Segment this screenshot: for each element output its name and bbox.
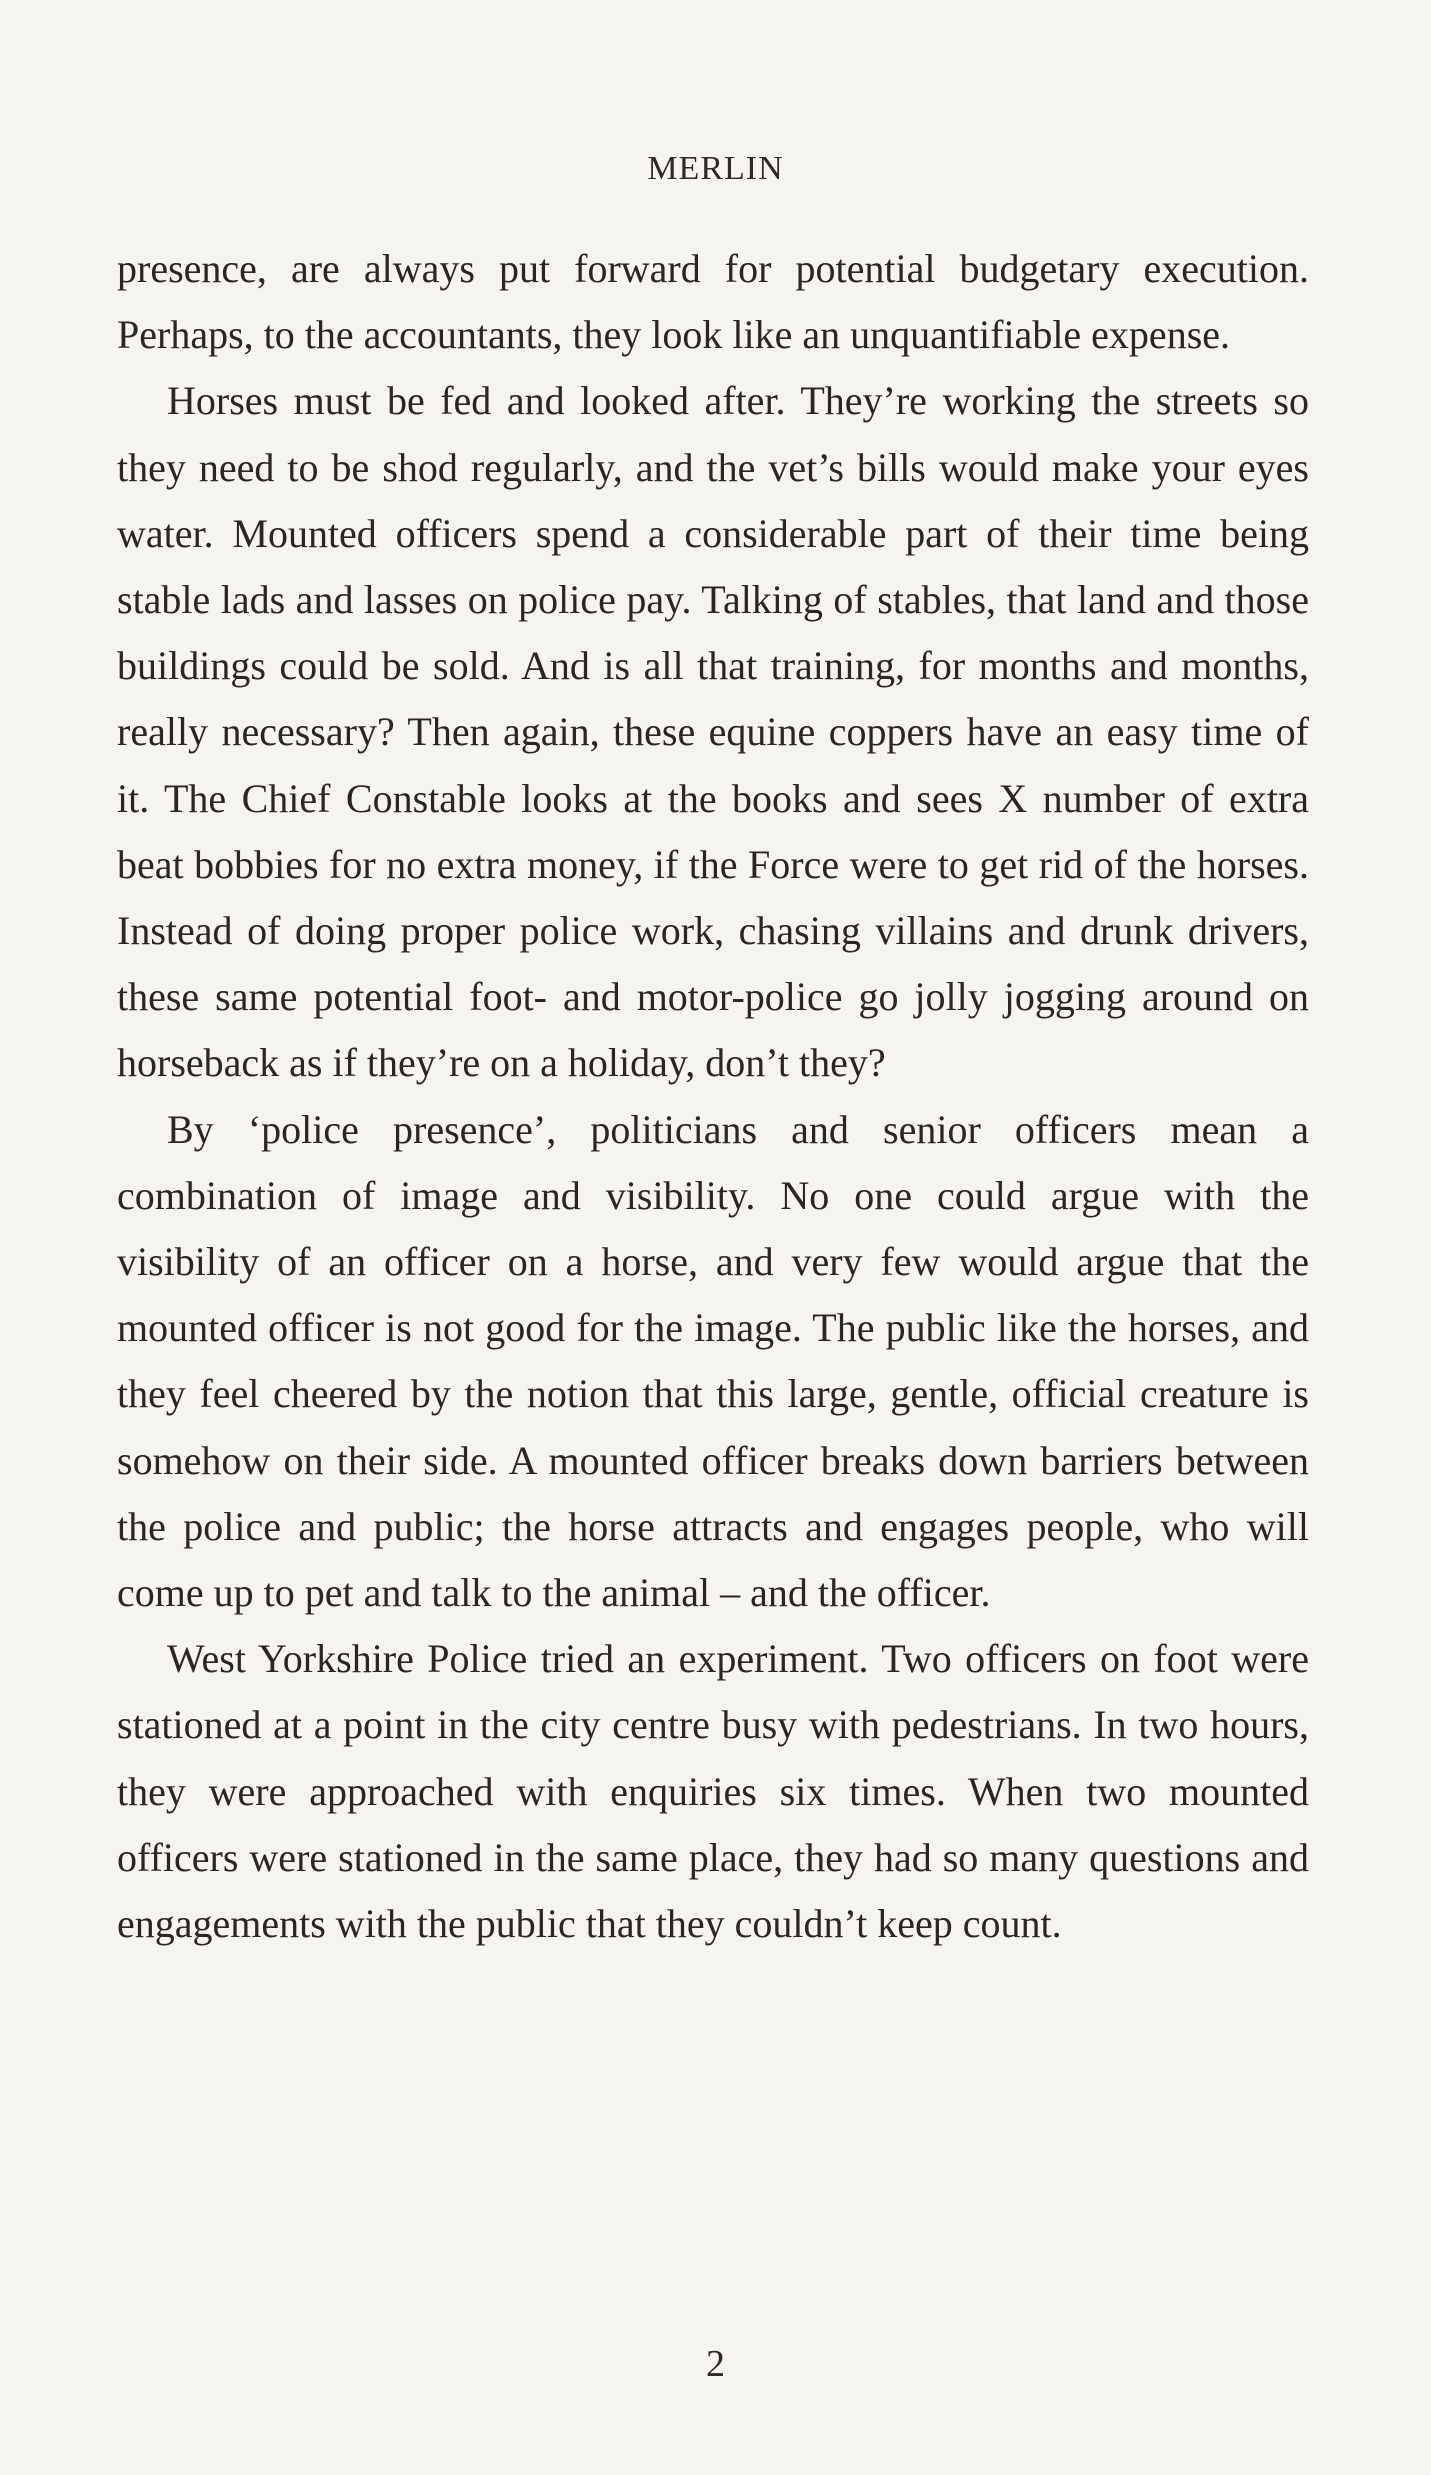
page-number: 2: [706, 2343, 725, 2385]
running-head: MERLIN: [647, 150, 784, 187]
paragraph-4: West Yorkshire Police tried an experiment. Two officers on foot were stationed at a point in the city centre busy with pedestrians. In two hours, they were approached with enquiries six times. When two mounted officers were stationed in the same place, they had so many questions and engagements with the public that they couldn’t keep count.: [117, 1636, 1309, 1947]
paragraph-2: Horses must be fed and looked after. They’re working the streets so they need to be shod regularly, and the vet’s bills would make your eyes water. Mounted officers spend a considerable part of their time being stable lads and lasses on police pay. Talking of stables, that land and those buildings could be sold. And is all that training, for months and months, really necessary? Then again, these equine coppers have an easy time of it. The Chief Constable looks at the books and sees X number of extra beat bobbies for no extra money, if the Force were to get rid of the horses. Instead of doing proper police work, chasing villains and drunk drivers, these same potential foot- and motor-police go jolly jogging around on horseback as if they’re on a holiday, don’t they?: [117, 378, 1309, 1086]
body-text: [117, 236, 1309, 1957]
paragraph-3: By ‘police presence’, politicians and senior officers mean a combination of image and visibility. No one could argue with the visibility of an officer on a horse, and very few would argue that the mounted officer is not good for the image. The public like the horses, and they feel cheered by the notion that this large, gentle, official creature is somehow on their side. A mounted officer breaks down barriers between the police and public; the horse attracts and engages people, who will come up to pet and talk to the animal – and the officer.: [117, 1106, 1309, 1616]
paragraph-1: presence, are always put forward for potential budgetary execution. Perhaps, to the accountants, they look like an unquantifiable expense.: [117, 246, 1309, 358]
